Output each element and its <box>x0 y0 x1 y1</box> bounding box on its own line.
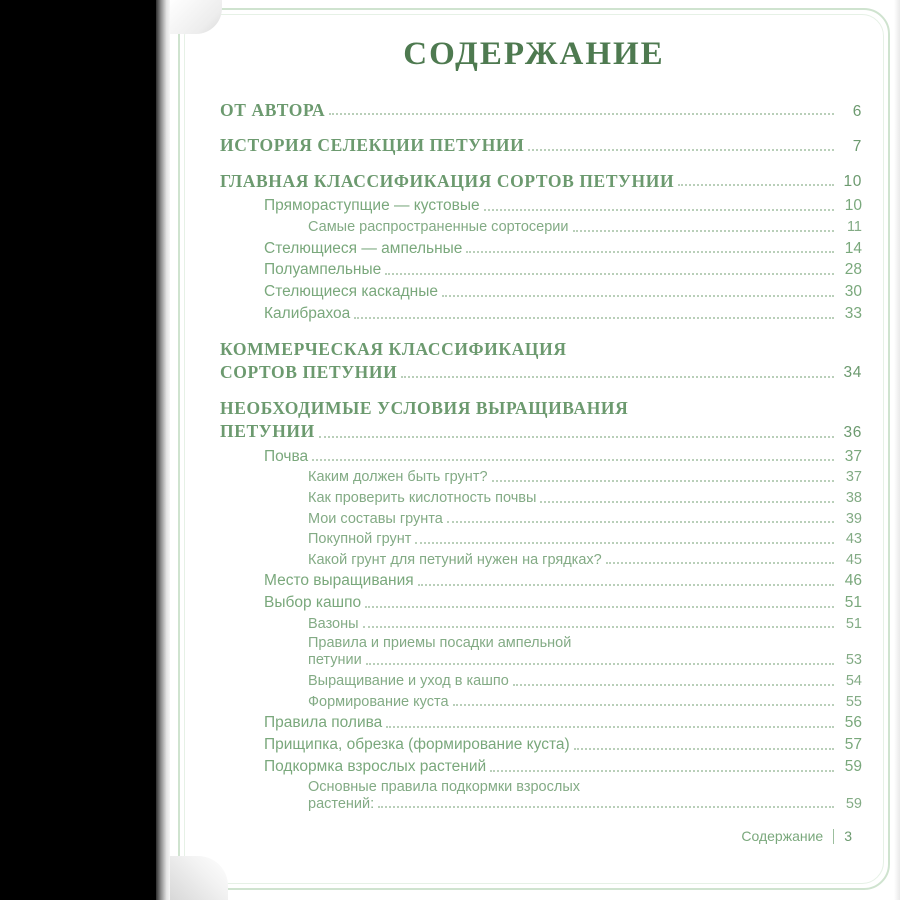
page-footer <box>741 828 852 844</box>
toc-leader-dots <box>447 521 834 523</box>
toc-leader-dots <box>606 562 834 564</box>
toc-entry-label: Стелющиеся каскадные <box>264 283 438 301</box>
toc-entry-label: Место выращивания <box>264 572 414 590</box>
toc-entry-label: Покупной грунт <box>308 531 412 548</box>
toc-entry[interactable] <box>220 260 862 280</box>
toc-entry-page: 30 <box>844 283 862 301</box>
toc-entry-label: КОММЕРЧЕСКАЯ КЛАССИФИКАЦИЯ <box>220 338 567 359</box>
footer-divider <box>833 829 834 844</box>
toc-entry-page: 53 <box>845 652 862 669</box>
toc-entry-page: 46 <box>844 572 862 590</box>
toc-entry-page: 33 <box>844 305 862 323</box>
toc-entry-page: 45 <box>845 551 862 568</box>
toc-entry-label: Выращивание и уход в кашпо <box>308 672 509 689</box>
toc-leader-dots <box>540 501 834 503</box>
toc-entry-label: Какой грунт для петуний нужен на грядках? <box>308 551 602 568</box>
toc-leader-dots <box>528 149 834 151</box>
toc-entry-label: Калибрахоа <box>264 305 351 323</box>
toc-entry-label: Прямораступщие — кустовые <box>264 197 480 215</box>
toc-entry[interactable] <box>220 530 862 549</box>
toc-leader-dots <box>415 542 834 544</box>
toc-entry[interactable] <box>220 339 862 383</box>
toc-entry-label: Основные правила подкормки взрослых <box>308 778 580 795</box>
toc-entry[interactable] <box>220 398 862 442</box>
toc-entry[interactable] <box>220 304 862 324</box>
toc-leader-dots <box>363 626 834 628</box>
toc-entry-label-cont: ПЕТУНИИ <box>220 421 315 442</box>
toc-entry-label: Каким должен быть грунт? <box>308 469 488 486</box>
toc-entry[interactable] <box>220 239 862 259</box>
book-binding-gutter <box>0 0 156 900</box>
toc-entry-label: Правила полива <box>264 714 383 732</box>
toc-entry-label: ОТ АВТОРА <box>220 100 326 120</box>
page-edge-shadow <box>156 0 170 900</box>
toc-entry[interactable] <box>220 510 862 529</box>
toc-entry-page: 36 <box>843 423 862 441</box>
toc-entry-label-cont: петунии <box>308 652 362 669</box>
toc-entry-label: Подкормка взрослых растений <box>264 757 487 775</box>
toc-entry-page: 59 <box>844 757 862 775</box>
toc-entry-label: Выбор кашпо <box>264 594 362 612</box>
toc-leader-dots <box>401 376 834 378</box>
toc-leader-dots <box>492 480 834 482</box>
toc-entry-label: Стелющиеся — ампельные <box>264 239 463 257</box>
toc-entry-page: 10 <box>843 173 862 191</box>
toc-leader-dots <box>365 606 834 608</box>
footer-page-number: 3 <box>844 828 852 844</box>
toc-entry-page: 10 <box>844 197 862 215</box>
toc-entry-label: НЕОБХОДИМЫЕ УСЛОВИЯ ВЫРАЩИВАНИЯ <box>220 398 629 419</box>
toc-entry-page: 28 <box>844 261 862 279</box>
toc-entry-label: Вазоны <box>308 615 359 632</box>
toc-leader-dots <box>573 230 834 232</box>
toc-entry[interactable] <box>220 134 862 156</box>
toc-leader-dots <box>385 273 834 275</box>
footer-label: Содержание <box>741 828 824 844</box>
toc-leader-dots <box>513 684 834 686</box>
toc-leader-dots <box>678 184 834 186</box>
toc-leader-dots <box>453 704 834 706</box>
toc-leader-dots <box>378 806 834 808</box>
toc-leader-dots <box>490 770 834 772</box>
toc-entry[interactable] <box>220 468 862 487</box>
page-title: СОДЕРЖАНИЕ <box>403 36 665 72</box>
toc-entry-page: 7 <box>852 137 862 155</box>
toc-entry[interactable] <box>220 196 862 216</box>
toc-leader-dots <box>319 436 834 438</box>
toc-leader-dots <box>574 748 834 750</box>
toc-entry-label: Как проверить кислотность почвы <box>308 490 537 507</box>
toc-entry-page: 37 <box>845 469 862 486</box>
toc-entry[interactable] <box>220 735 862 755</box>
toc-entry[interactable] <box>220 693 862 712</box>
toc-entry-page: 51 <box>845 615 862 632</box>
page-sheet <box>170 0 900 900</box>
toc-entry[interactable] <box>220 99 862 121</box>
toc-leader-dots <box>386 726 834 728</box>
toc-leader-dots <box>354 317 834 319</box>
toc-entry[interactable] <box>220 779 862 814</box>
toc-entry-page: 59 <box>845 795 862 812</box>
toc-entry[interactable] <box>220 757 862 777</box>
toc-entry-page: 55 <box>845 693 862 710</box>
toc-entry-page: 34 <box>843 364 862 382</box>
page-content <box>188 18 880 878</box>
toc-entry-page: 43 <box>845 531 862 548</box>
toc-entry[interactable] <box>220 635 862 670</box>
toc-entry-page: 51 <box>844 594 862 612</box>
toc-entry-label: ГЛАВНАЯ КЛАССИФИКАЦИЯ СОРТОВ ПЕТУНИИ <box>220 170 675 191</box>
toc-entry[interactable] <box>220 282 862 302</box>
toc-leader-dots <box>329 113 834 115</box>
toc-entry-label: Мои составы грунта <box>308 510 443 527</box>
toc-entry-page: 11 <box>846 219 862 235</box>
toc-entry[interactable] <box>220 170 862 192</box>
toc-leader-dots <box>466 251 834 253</box>
toc-entry[interactable] <box>220 218 862 237</box>
toc-entry[interactable] <box>220 489 862 508</box>
toc-entry-label: ИСТОРИЯ СЕЛЕКЦИИ ПЕТУНИИ <box>220 135 525 156</box>
toc-leader-dots <box>418 584 834 586</box>
toc-entry-page: 14 <box>844 239 862 257</box>
toc-leader-dots <box>312 459 834 461</box>
table-of-contents <box>188 99 880 813</box>
page-right-edge <box>894 0 900 900</box>
toc-entry-page: 37 <box>844 447 862 465</box>
toc-entry-page: 39 <box>845 510 862 527</box>
toc-leader-dots <box>366 663 834 665</box>
toc-entry-label-cont: растений: <box>308 795 375 812</box>
toc-entry-page: 38 <box>845 490 862 507</box>
toc-entry-label: Полуампельные <box>264 261 382 279</box>
toc-entry[interactable] <box>220 615 862 634</box>
toc-entry[interactable] <box>220 593 862 613</box>
toc-entry-label-cont: СОРТОВ ПЕТУНИИ <box>220 361 398 382</box>
toc-entry-page: 54 <box>845 672 862 689</box>
toc-entry[interactable] <box>220 551 862 570</box>
toc-entry-label: Прищипка, обрезка (формирование куста) <box>264 735 570 753</box>
toc-entry-page: 56 <box>844 714 862 732</box>
toc-entry[interactable] <box>220 713 862 733</box>
toc-entry-label: Формирование куста <box>308 693 449 710</box>
toc-entry[interactable] <box>220 571 862 591</box>
toc-leader-dots <box>442 295 834 297</box>
toc-entry-page: 6 <box>852 102 862 120</box>
toc-entry-label: Правила и приемы посадки ампельной <box>308 635 572 652</box>
toc-entry-label: Почва <box>264 447 309 465</box>
toc-entry[interactable] <box>220 447 862 467</box>
toc-entry-page: 57 <box>844 735 862 753</box>
toc-entry-label: Самые распространенные сортосерии <box>308 219 569 235</box>
toc-entry[interactable] <box>220 672 862 691</box>
toc-leader-dots <box>484 209 834 211</box>
